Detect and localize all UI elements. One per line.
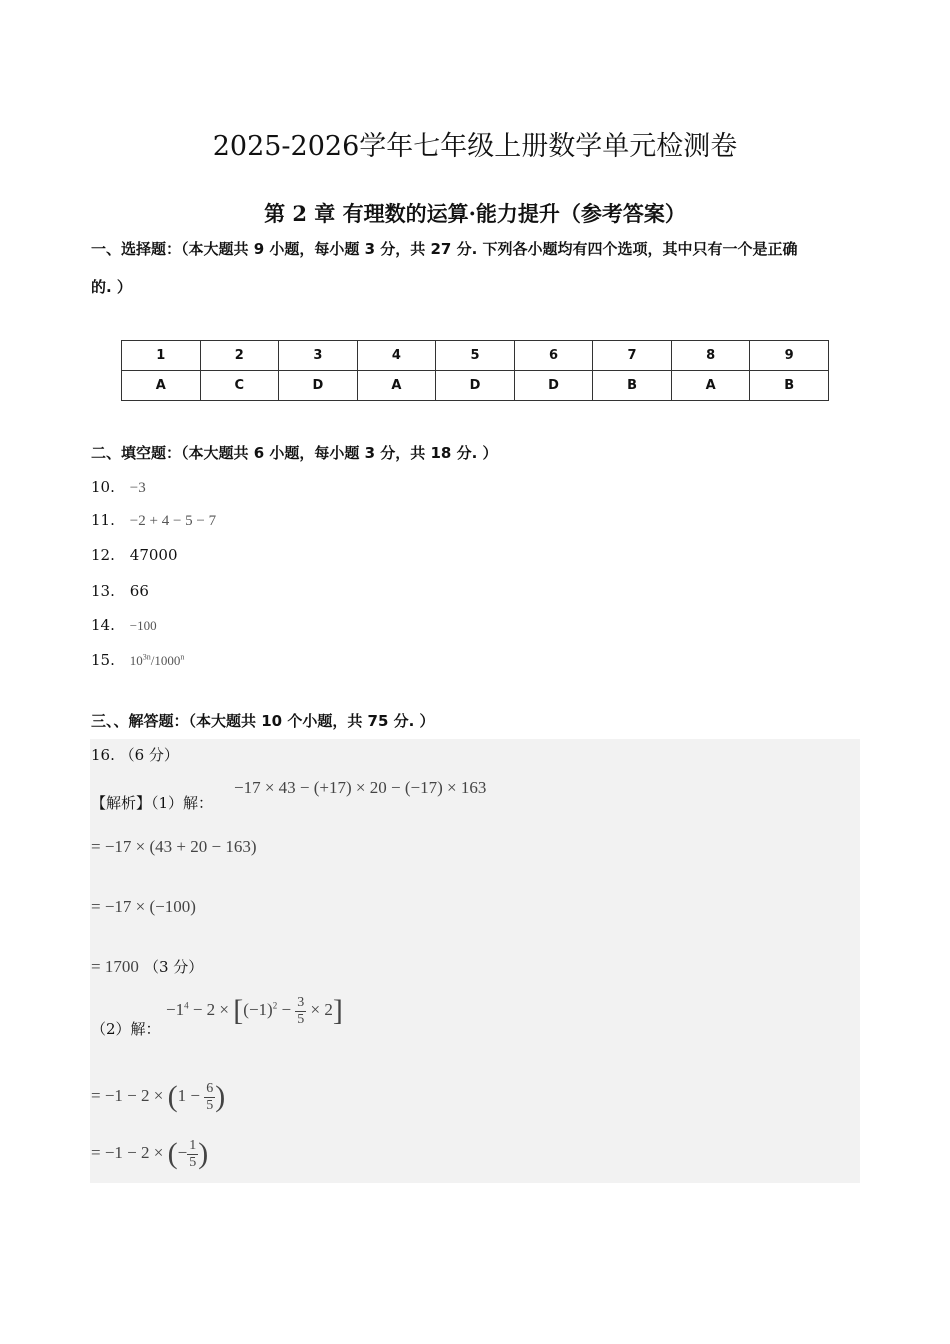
fraction-denominator: 5 — [297, 1011, 305, 1027]
item-number: 12. — [91, 546, 115, 564]
step-inner: − — [177, 1142, 188, 1162]
page-subtitle: 第 2 章 有理数的运算·能力提升（参考答案） — [264, 201, 686, 226]
item-answer: −2 + 4 − 5 − 7 — [129, 513, 217, 529]
table-cell-num: 9 — [750, 341, 829, 371]
expr-term: − 2 × — [188, 999, 234, 1019]
fraction — [187, 1138, 198, 1171]
page-title: 2025-2026学年七年级上册数学单元检测卷 — [212, 131, 738, 162]
table-cell-num: 5 — [436, 341, 515, 371]
item-number: 14. — [91, 616, 115, 634]
item-answer: −3 — [129, 480, 146, 496]
expr-exponent: 4 — [184, 1000, 189, 1011]
expr-term: − — [277, 999, 296, 1019]
item-answer — [130, 653, 185, 668]
table-cell-answer: D — [279, 371, 358, 401]
part1-label: 【解析】（1）解： — [91, 794, 214, 812]
expr-term: −1 — [166, 999, 185, 1019]
fraction-denominator: 5 — [189, 1154, 197, 1170]
left-paren: ( — [167, 1137, 178, 1170]
item-answer: 47000 — [129, 546, 178, 564]
table-cell-num: 4 — [357, 341, 436, 371]
answer-table-answer-row — [122, 371, 829, 401]
fill-item — [91, 511, 216, 530]
solution-step: = −17 × (−100) — [91, 897, 196, 916]
step-result: = 1700 — [91, 957, 139, 976]
item-number: 10. — [91, 478, 115, 496]
part2-expression — [166, 994, 343, 1028]
item-number: 15. — [91, 651, 115, 669]
question-16-title: 16. （6 分） — [91, 746, 179, 764]
section1-heading-cont: 的. ） — [91, 278, 132, 296]
fraction — [295, 995, 306, 1028]
table-cell-answer: B — [750, 371, 829, 401]
fill-item — [91, 651, 184, 669]
solution-step — [91, 1137, 208, 1171]
fill-item — [91, 546, 178, 564]
fraction-numerator: 1 — [189, 1137, 197, 1153]
answer-table-number-row — [122, 341, 829, 371]
fraction-numerator: 3 — [297, 994, 305, 1010]
fill-item — [91, 616, 157, 634]
table-cell-num: 8 — [671, 341, 750, 371]
table-cell-answer: B — [593, 371, 672, 401]
fraction-numerator: 6 — [206, 1080, 214, 1096]
step-prefix: = −1 − 2 × — [91, 1142, 168, 1162]
item-number: 11. — [91, 511, 115, 529]
left-paren: ( — [167, 1080, 178, 1113]
answer-exponent: 3n — [142, 652, 151, 662]
table-cell-num: 1 — [122, 341, 201, 371]
table-cell-answer: A — [357, 371, 436, 401]
solution-step — [91, 1080, 225, 1114]
right-bracket: ] — [332, 994, 343, 1027]
item-answer: 66 — [129, 582, 149, 600]
step-prefix: = −1 − 2 × — [91, 1085, 168, 1105]
table-cell-answer: C — [200, 371, 279, 401]
table-cell-answer: A — [122, 371, 201, 401]
part1-expression: −17 × 43 − (+17) × 20 − (−17) × 163 — [234, 778, 487, 797]
table-cell-num: 7 — [593, 341, 672, 371]
step-inner: 1 − — [177, 1085, 205, 1105]
right-paren: ) — [198, 1137, 209, 1170]
solution-step — [91, 956, 203, 977]
answer-separator: / — [150, 653, 155, 668]
solution-step: = −17 × (43 + 20 − 163) — [91, 837, 257, 856]
section2-heading: 二、填空题：（本大题共 6 小题，每小题 3 分，共 18 分. ） — [91, 444, 498, 462]
section1-heading: 一、选择题：（本大题共 9 小题，每小题 3 分，共 27 分. 下列各小题均有四个选项，其中只有一个是正确 — [91, 240, 798, 258]
expr-exponent: 2 — [272, 1000, 278, 1011]
fill-item — [91, 582, 149, 600]
answer-table — [121, 340, 829, 401]
table-cell-num: 2 — [200, 341, 279, 371]
item-number: 13. — [91, 582, 115, 600]
table-cell-answer: D — [514, 371, 593, 401]
fill-item — [91, 478, 146, 497]
answer-base: 1000 — [154, 653, 181, 668]
answer-exponent: n — [180, 652, 185, 662]
fraction-denominator: 5 — [206, 1097, 214, 1113]
table-cell-answer: D — [436, 371, 515, 401]
table-cell-answer: A — [671, 371, 750, 401]
left-bracket: [ — [233, 994, 244, 1027]
part2-label: （2）解： — [91, 1020, 161, 1038]
table-cell-num: 3 — [279, 341, 358, 371]
answer-base: 10 — [129, 653, 143, 668]
expr-term: (−1) — [243, 999, 273, 1019]
expr-term: × 2 — [306, 999, 333, 1019]
step-score: （3 分） — [143, 958, 204, 976]
item-answer: −100 — [129, 618, 157, 633]
right-paren: ) — [215, 1080, 226, 1113]
table-cell-num: 6 — [514, 341, 593, 371]
fraction — [204, 1081, 215, 1114]
section3-heading: 三、、解答题：（本大题共 10 个小题，共 75 分. ） — [91, 712, 435, 730]
